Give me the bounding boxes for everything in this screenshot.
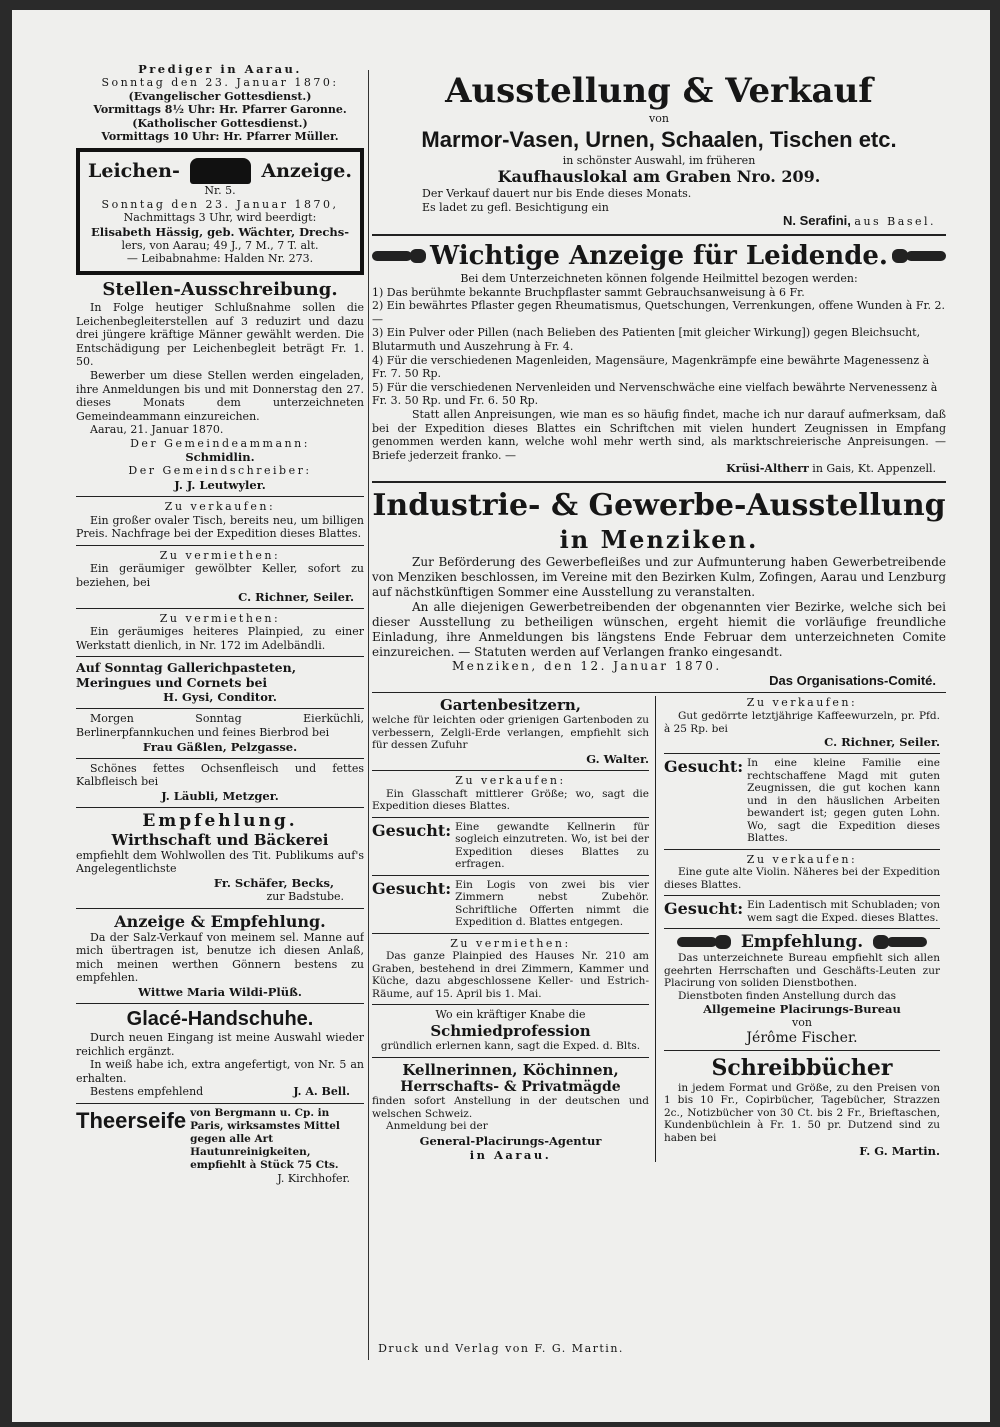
leidende-title: Wichtige Anzeige für Leidende. [430,240,888,271]
schmied-body-2: gründlich erlernen kann, sagt die Exped. d. Blts. [380,1039,641,1052]
gysi-ad [76,660,364,704]
garten-sig: G. Walter. [586,751,649,766]
small-ads-left [372,696,656,1161]
menziken-place: Menziken, den 12. Januar 1870. [452,658,722,673]
sermon-title: Prediger in Aarau. [138,62,302,76]
menziken-sub: in Menziken. [559,524,759,554]
glace-body: Durch neuen Eingang ist meine Auswahl wieder reichlich ergänzt. [76,1030,364,1058]
funeral-title-a: Leichen- [88,159,180,182]
plainpied-body: Ein geräumiges heiteres Plainpied, zu einer Werkstatt dienlich, in Nr. 172 im Adelbändli. [76,625,364,652]
theer-body: von Bergmann u. Cp. in Paris, wirksamstes Mittel gegen alle Art Hautunreinigkeiten, empfiehlt à Stück 75 Cts. [190,1106,340,1171]
empf-sig-1: Allgemeine Placirungs-Bureau [703,1002,901,1017]
laeubli-body: Schönes fettes Ochsenfleisch und fettes Kalbfleisch bei [76,761,364,789]
schaefer-sig-2: zur Badstube. [266,889,344,903]
logis-label: Gesucht: [372,878,452,898]
divider [76,656,364,657]
ladentisch-body: Ein Ladentisch mit Schubladen; von wem sagt die Exped. dieses Blattes. [747,899,940,924]
sermon-notice [76,62,364,144]
marmor-sig-a: N. Serafini, [782,213,851,229]
marmor-von: von [649,112,669,125]
divider [372,933,649,934]
empf-sig-2: von [792,1016,812,1030]
divider [372,481,946,483]
pointing-hand-icon [871,933,927,951]
marmor-line-4: Es ladet zu gefl. Besichtigung ein [422,200,609,214]
stellen-body-2: Bewerber um diese Stellen werden eingeladen, ihre Anmeldungen bis und mit Donnerstag den 27. dieses Monats dem unterzeichneten Gemeindeammann einzureichen. [76,368,364,423]
divider [664,753,940,754]
stellen-sig-4: J. J. Leutwyler. [174,478,266,493]
schaefer-ad [76,811,364,904]
funeral-date: Sonntag den 23. Januar 1870, [101,197,339,211]
stellen-ad [76,279,364,492]
glace-sig-b: J. A. Bell. [293,1085,350,1099]
keller-ad [76,549,364,604]
glace-ad [76,1007,364,1099]
wildi-sig: Wittwe Maria Wildi-Plüß. [138,984,302,999]
leidende-item-4: 4) Für die verschiedenen Magenleiden, Magensäure, Magenkrämpfe eine bewährte Magenessenz à Fr. 7. 50 Rp. [372,353,930,381]
column-rule [368,70,369,1360]
pointing-hand-icon [890,247,946,265]
small-ads [372,696,946,1161]
laeubli-ad [76,762,364,803]
wildi-body: Da der Salz-Verkauf von meinem sel. Manne auf mich übertragen ist, benutze ich diesen Anlaß, mich meinen werthen Gönnern bestens zu empfehlen. [76,930,364,985]
funeral-notice [76,148,364,275]
leidende-item-1: 1) Das berühmte bekannte Bruchpflaster sammt Gebrauchsanweisung à 6 Fr. [372,285,805,299]
divider [372,1057,649,1058]
funeral-line-2: Elisabeth Hässig, geb. Wächter, Drechs- [90,224,350,239]
glas-body: Ein Glasschaft mittlerer Größe; wo, sagt die Expedition dieses Blattes. [372,787,649,813]
tisch-body: Ein großer ovaler Tisch, bereits neu, um billigen Preis. Nachfrage bei der Expedition dieses Blattes. [76,513,364,541]
stellen-sig-1: Der Gemeindeammann: [130,436,310,450]
violin-body: Eine gute alte Violin. Näheres bei der Expedition dieses Blattes. [664,866,940,891]
glace-title: Glacé-Handschuhe. [126,1007,314,1030]
gysi-body: Auf Sonntag Gallerichpasteten, Meringues und Cornets bei [76,660,297,691]
divider [76,908,364,909]
stellen-sig-3: Der Gemeindschreiber: [128,464,312,478]
leidende-ad [372,240,946,476]
menziken-body-2: An alle diejenigen Gewerbetreibenden der obgenannten vier Bezirke, welche sich bei dieser Ausstellung zu betheiligen wünschen, ergeht hiemit die vorläufige freundliche Einladung, ihre Anmeldungen bis längstens Ende Februar dem unterzeichneten Comite einzureichen. — Statuten werden auf Verlangen franko eingesandt. [372,599,946,659]
divider [372,875,649,876]
leidende-body: Statt allen Anpreisungen, wie man es so häufig findet, mache ich nur darauf aufmerksam, daß bei der Expedition dieses Blattes ein Schriftchen mit vielen hundert Zeugnissen in Empfang genommen werden kann, welche wohl mehr werth sind, als marktschreierische Anpreisungen. — Briefe jederzeit franko. — [372,407,946,462]
schaefer-title: Empfehlung. [142,810,298,831]
plainpied-head: Zu vermiethen: [159,611,281,625]
divider [664,1050,940,1051]
divider [76,1103,364,1104]
divider [76,708,364,709]
laeubli-sig: J. Läubli, Metzger. [161,788,279,803]
marmor-sub: Marmor-Vasen, Urnen, Schaalen, Tischen etc. [421,126,897,152]
schaefer-sig-1: Fr. Schäfer, Becks, [213,875,334,890]
leidende-intro: Bei dem Unterzeichneten können folgende Heilmittel bezogen werden: [460,271,858,285]
divider [372,1004,649,1005]
menziken-body: Zur Beförderung des Gewerbefleißes und zur Aufmunterung haben Gewerbetreibende von Menziken beschlossen, im Vereine mit den Bezirken Kulm, Zofingen, Aarau und Lenzburg auf nächstkünftigen Sommer eine Ausstellung zu veranstalten. [372,554,946,599]
tisch-ad [76,500,364,541]
sermon-line-4: Vormittags 10 Uhr: Hr. Pfarrer Müller. [101,130,339,144]
coffin-icon [190,158,252,184]
kaffee-sig: C. Richner, Seiler. [824,735,940,750]
funeral-title [88,158,352,184]
marmor-line-1: in schönster Auswahl, im früheren [562,153,756,167]
schreib-title: Schreibbücher [711,1054,893,1081]
kel2-body-2: Anmeldung bei der [386,1120,488,1133]
empf-body: Das unterzeichnete Bureau empfiehlt sich allen geehrten Herrschaften und Geschäfts-Leuten zur Placirung von soliden Dienstbothen. [664,952,940,990]
tisch-head: Zu verkaufen: [164,500,276,514]
left-column [76,62,364,1186]
glace-sig-a: Bestens empfehlend [90,1085,204,1099]
small-ads-right [656,696,940,1161]
sermon-line-2: Vormittags 8½ Uhr: Hr. Pfarrer Garonne. [93,103,347,117]
schaefer-sub: Wirthschaft und Bäckerei [111,830,329,849]
sermon-line-3: (Katholischer Gottesdienst.) [132,116,308,130]
newspaper-page [12,10,990,1422]
kaffee-head: Zu verkaufen: [746,696,858,710]
kellnerin-body: Eine gewandte Kellnerin für sogleich einzutreten. Wo, ist bei der Expedition dieses Blattes zu erfragen. [455,820,649,871]
divider [664,928,940,929]
schreib-sig: F. G. Martin. [859,1144,940,1159]
funeral-line-4: — Leibabnahme: Halden Nr. 273. [126,252,314,266]
kel2-title: Kellnerinnen, Köchinnen, [402,1061,619,1080]
leidende-item-5: 5) Für die verschiedenen Nervenleiden und Nervenschwäche eine vielfach bewährte Nervenessenz à Fr. 3. 50 Rp. und Fr. 6. 50 Rp. [372,380,938,408]
stellen-body: In Folge heutiger Schlußnahme sollen die Leichenbegleiterstellen auf 3 reduzirt und dazu drei jüngere kräftige Männer gewählt werden. Die Entschädigung per Leichenbegleit beträgt Fr. 1. 50. [76,300,364,369]
divider [76,1003,364,1004]
magd-body: In eine kleine Familie eine rechtschaffene Magd mit guten Zeugnissen, die gut kochen kann und in den häuslichen Arbeiten bewandert ist; gegen guten Lohn. Wo, sagt die Expedition dieses Blattes. [747,757,940,845]
logis-body: Ein Logis von zwei bis vier Zimmern nebst Zubehör. Schriftliche Offerten nimmt die Expedition d. Blattes entgegen. [455,878,649,929]
leidende-item-2: 2) Ein bewährtes Pflaster gegen Rheumatismus, Quetschungen, Verrenkungen, offene Wunden à Fr. 2. — [372,299,946,326]
kel2-sig-2: in Aarau. [469,1147,552,1162]
theer-ad [76,1107,364,1172]
glas-head: Zu verkaufen: [455,773,566,787]
schaefer-body: empfiehlt dem Wohlwollen des Tit. Publikums auf's Angelegentlichste [76,848,364,876]
divider [76,608,364,609]
schmied-title: Schmiedprofession [430,1021,591,1040]
verm-head: Zu vermiethen: [450,936,571,950]
pointing-hand-icon [677,933,733,951]
divider [76,758,364,759]
wildi-title: Anzeige & Empfehlung. [114,911,326,931]
menziken-ad [372,487,946,689]
keller-head: Zu vermiethen: [159,548,281,562]
theer-big: Theerseife [76,1107,187,1133]
divider [372,692,946,693]
sermon-date: Sonntag den 23. Januar 1870: [101,76,339,89]
divider [664,849,940,850]
ladentisch-label: Gesucht: [664,899,744,919]
menziken-sig: Das Organisations-Comité. [769,673,936,689]
leidende-sig-a: Krüsi-Altherr [726,462,809,476]
divider [76,807,364,808]
keller-sig: C. Richner, Seiler. [238,589,354,604]
marmor-ad [372,70,946,229]
divider [372,234,946,236]
gaesslen-ad [76,712,364,753]
marmor-title: Ausstellung & Verkauf [445,71,873,111]
magd-label: Gesucht: [664,757,744,777]
kel2-body: finden sofort Anstellung in der deutschen und welschen Schweiz. [372,1095,649,1120]
divider [372,817,649,818]
divider [372,770,649,771]
gaesslen-body: Morgen Sonntag Eierküchli, Berlinerpfannkuchen und feines Bierbrod bei [76,712,364,739]
funeral-number: Nr. 5. [204,183,236,197]
schmied-body: Wo ein kräftiger Knabe die [435,1008,586,1022]
keller-body: Ein geräumiger gewölbter Keller, sofort zu beziehen, bei [76,562,364,590]
garten-body: welche für leichten oder grienigen Gartenboden zu verbessern, Zelgli-Erde verlangen, empfiehlt sich für dessen Zufuhr [372,714,649,752]
verm-body: Das ganze Plainpied des Hauses Nr. 210 am Graben, bestehend in drei Zimmern, Kammer und Küche, dazu abgeschlossene Keller- und Estrich-Räume, auf 15. April bis 1. Mai. [372,950,649,1000]
kellnerin-label: Gesucht: [372,820,452,840]
kel2-sub: Herrschafts- & Privatmägde [400,1079,621,1096]
empf-body-2: Dienstboten finden Anstellung durch das [678,989,897,1002]
funeral-line-3: lers, von Aarau; 49 J., 7 M., 7 T. alt. [121,238,319,252]
divider [664,895,940,896]
funeral-line-1: Nachmittags 3 Uhr, wird beerdigt: [123,211,317,225]
garten-title: Gartenbesitzern, [439,696,581,715]
pointing-hand-icon [372,247,428,265]
kel2-sig-1: General-Placirungs-Agentur [419,1133,602,1148]
stellen-sig-2: Schmidlin. [185,450,255,465]
divider [76,496,364,497]
empf-title: Empfehlung. [740,932,864,953]
schreib-body: in jedem Format und Größe, zu den Preisen von 1 bis 10 Fr., Copirbücher, Tagebücher, Strazzen 2c., Notizbücher von 30 Ct. bis 2 Fr., Brieftaschen, Kundenbüchlein à Fr. 1. 50 pr. Dutzend sind zu haben bei [664,1081,940,1144]
marmor-sig-b: aus Basel. [854,215,936,229]
leidende-sig-b: in Gais, Kt. Appenzell. [812,462,936,476]
menziken-title: Industrie- & Gewerbe-Ausstellung [372,487,946,523]
right-column [372,62,946,1162]
gysi-sig: H. Gysi, Conditor. [163,690,277,705]
empf-sig-3: Jérôme Fischer. [746,1029,858,1046]
kaffee-body: Gut gedörrte letztjährige Kaffeewurzeln, pr. Pfd. à 25 Rp. bei [664,710,940,735]
marmor-line-2: Kaufhauslokal am Graben Nro. 209. [497,167,821,187]
gaesslen-sig: Frau Gäßlen, Pelzgasse. [142,739,298,754]
wildi-ad [76,912,364,999]
funeral-title-b: Anzeige. [261,159,352,182]
plainpied-ad [76,612,364,653]
stellen-title: Stellen-Ausschreibung. [102,278,338,300]
imprint: Druck und Verlag von F. G. Martin. [378,1342,624,1355]
sermon-line-1: (Evangelischer Gottesdienst.) [128,89,312,103]
violin-head: Zu verkaufen: [746,852,858,866]
divider [76,545,364,546]
leidende-item-3: 3) Ein Pulver oder Pillen (nach Belieben des Patienten [mit gleicher Wirkung]) gegen Bleichsucht, Blutarmuth und Auszehrung à Fr. 4. [372,326,921,353]
stellen-place: Aarau, 21. Januar 1870. [90,423,224,437]
theer-sig: J. Kirchhofer. [277,1171,350,1185]
marmor-line-3: Der Verkauf dauert nur bis Ende dieses Monats. [422,187,692,201]
glace-body-2: In weiß habe ich, extra angefertigt, von Nr. 5 an erhalten. [76,1058,364,1085]
